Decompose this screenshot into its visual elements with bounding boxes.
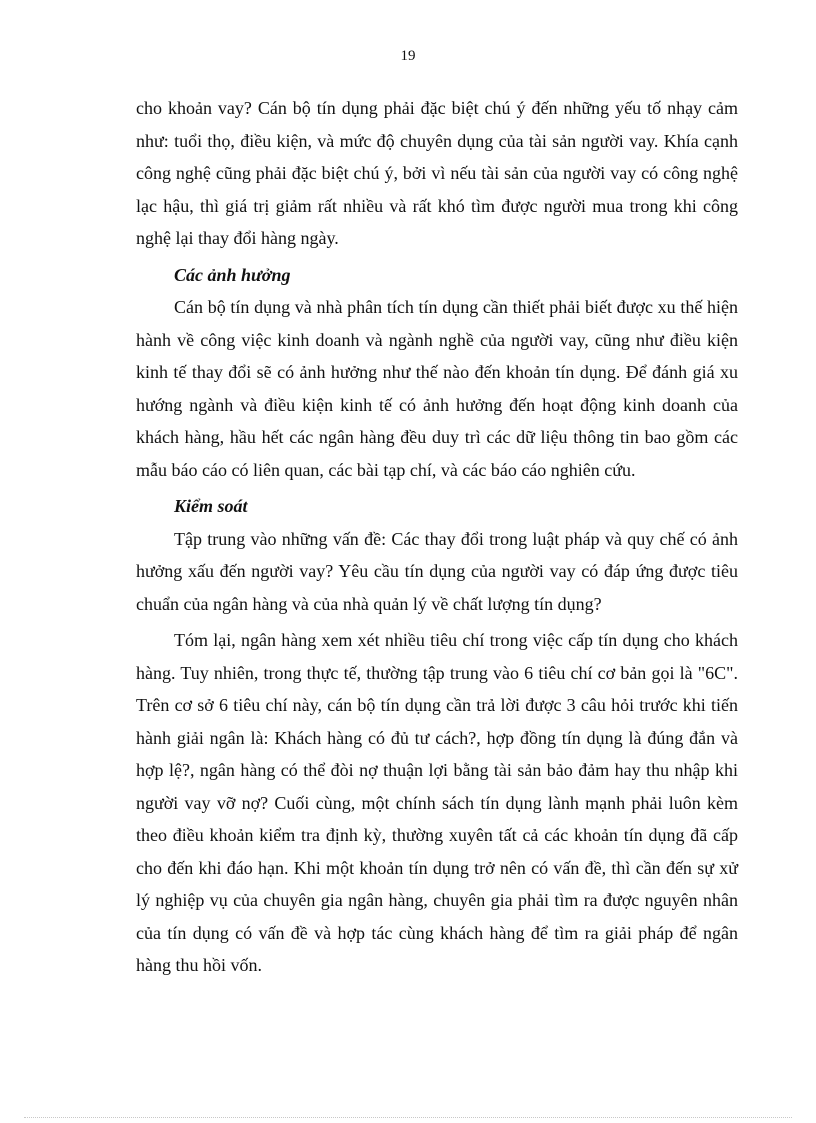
paragraph-control: Tập trung vào những vấn đề: Các thay đổi trong luật pháp và quy chế có ảnh hưởng xấu đến người vay? Yêu cầu tín dụng của người vay có đáp ứng được tiêu chuẩn của ngân hàng và của nhà quản lý về chất lượng tín dụng? xyxy=(136,528,738,614)
paragraph-summary: Tóm lại, ngân hàng xem xét nhiều tiêu chí trong việc cấp tín dụng cho khách hàng. Tuy nhiên, trong thực tế, thường tập trung vào 6 tiêu chí cơ bản gọi là "6C". Trên cơ sở 6 tiêu chí này, cán bộ tín dụng cần trả lời được 3 câu hỏi trước khi tiến hành giải ngân là: Khách hàng có đủ tư cách?, hợp đồng tín dụng là đúng đắn và hợp lệ?, ngân hàng có thể đòi nợ thuận lợi bằng tài sản bảo đảm hay thu nhập khi người vay vỡ nợ? Cuối cùng, một chính sách tín dụng lành mạnh phải luôn kèm theo điều khoản kiểm tra định kỳ, thường xuyên tất cả các khoản tín dụng đã cấp cho đến khi đáo hạn. Khi một khoản tín dụng trở nên có vấn đề, thì cần đến sự xử lý nghiệp vụ của chuyên gia ngân hàng, chuyên gia phải tìm ra được nguyên nhân của tín dụng có vấn đề và hợp tác cùng khách hàng để tìm ra giải pháp để ngân hàng thu hồi vốn. xyxy=(136,630,738,975)
heading-effects: Các ảnh hưởng xyxy=(174,264,291,285)
paragraph-asset-condition: cho khoản vay? Cán bộ tín dụng phải đặc biệt chú ý đến những yếu tố nhạy cảm như: tuổi thọ, điều kiện, và mức độ chuyên dụng của tài sản người vay. Khía cạnh công nghệ cũng phải đặc biệt chú ý, bởi vì nếu tài sản của người vay có công nghệ lạc hậu, thì giá trị giảm rất nhiều và rất khó tìm được người mua trong khi công nghệ lại thay đổi hàng ngày. xyxy=(136,98,738,248)
page-number: 19 xyxy=(400,48,416,64)
heading-control: Kiểm soát xyxy=(174,496,248,516)
paragraph-effects: Cán bộ tín dụng và nhà phân tích tín dụng cần thiết phải biết được xu thế hiện hành về công việc kinh doanh và ngành nghề của người vay, cũng như điều kiện kinh tế thay đổi sẽ có ảnh hưởng như thế nào đến khoản tín dụng. Để đánh giá xu hướng ngành và điều kiện kinh tế có ảnh hưởng đến hoạt động kinh doanh của khách hàng, hầu hết các ngân hàng đều duy trì các dữ liệu thông tin bao gồm các mẫu báo cáo có liên quan, các bài tạp chí, và các báo cáo nghiên cứu. xyxy=(136,297,738,480)
page-bottom-divider xyxy=(24,1117,792,1118)
page-body xyxy=(136,92,738,982)
